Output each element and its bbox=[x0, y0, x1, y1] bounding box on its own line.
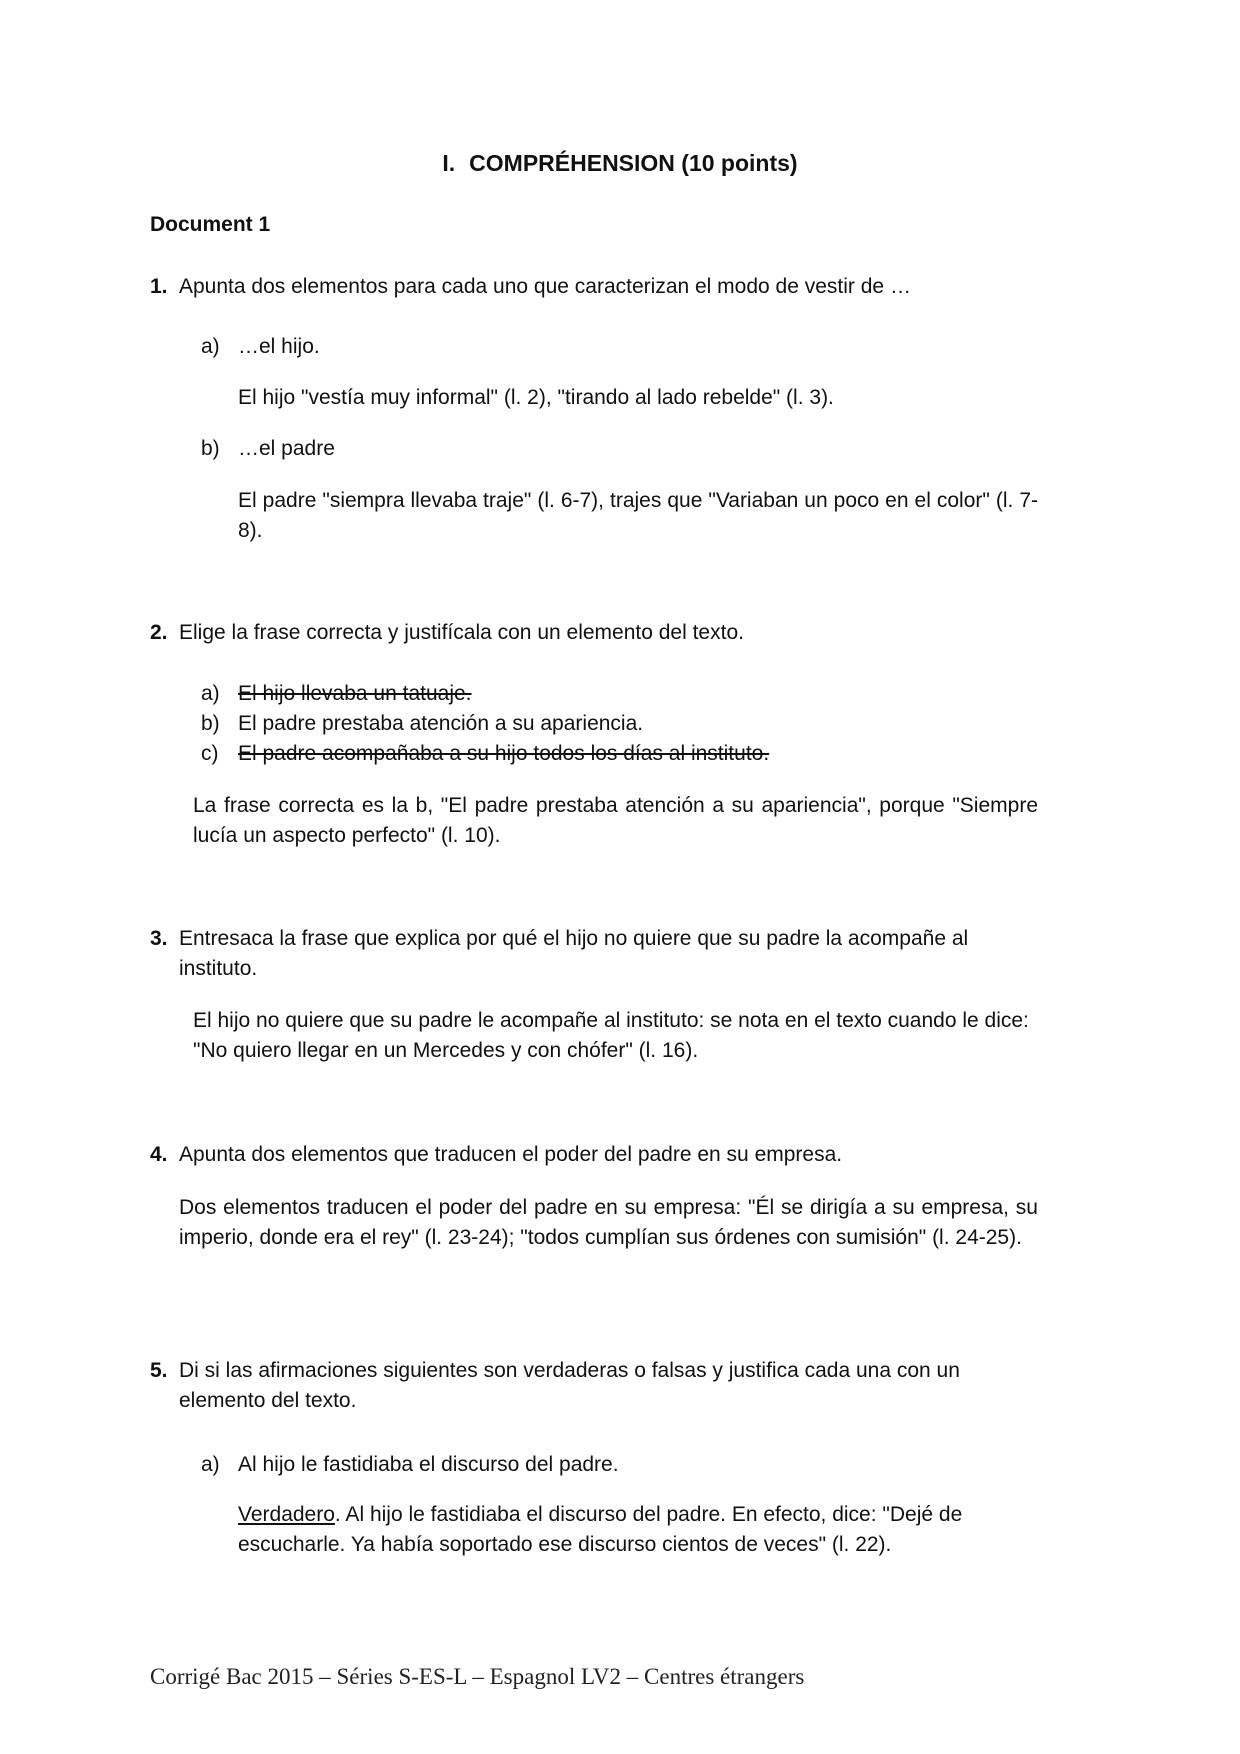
question-1-item-a bbox=[201, 332, 1041, 362]
question-number: 5. bbox=[150, 1359, 168, 1382]
page-footer: Corrigé Bac 2015 – Séries S-ES-L – Espagnol LV2 – Centres étrangers bbox=[150, 1664, 805, 1689]
question-number: 2. bbox=[150, 621, 168, 644]
question-text: Apunta dos elementos para cada uno que caracterizan el modo de vestir de … bbox=[179, 275, 911, 298]
option-c-struck bbox=[201, 739, 1041, 769]
question-text: Elige la frase correcta y justifícala con un elemento del texto. bbox=[179, 621, 744, 644]
option-label: b) bbox=[201, 712, 220, 735]
question-number: 3. bbox=[150, 927, 168, 950]
section-number: I. bbox=[442, 150, 456, 176]
question-1-item-b bbox=[201, 434, 1041, 464]
question-3 bbox=[150, 924, 1030, 984]
answer-4: Dos elementos traducen el poder del padre en su empresa: "Él se dirigía a su empresa, su imperio, donde era el rey" (l. 23-24); "todos cumplían sus órdenes con sumisión" (l. 24-25). bbox=[179, 1196, 1038, 1249]
option-label: a) bbox=[201, 682, 220, 705]
verdict: Verdadero bbox=[238, 1503, 335, 1526]
answer-1a: El hijo "vestía muy informal" (l. 2), "tirando al lado rebelde" (l. 3). bbox=[238, 386, 834, 409]
document-label: Document 1 bbox=[150, 213, 271, 236]
section-title-text: COMPRÉHENSION (10 points) bbox=[469, 150, 798, 176]
question-4 bbox=[150, 1140, 1050, 1170]
answer-text: . Al hijo le fastidiaba el discurso del padre. En efecto, dice: "Dejé de escucharle. Ya había soportado ese discurso cientos de veces" (l. 22). bbox=[238, 1503, 963, 1556]
option-b-correct bbox=[201, 709, 1041, 739]
item-label: a) bbox=[201, 335, 220, 358]
question-1 bbox=[150, 272, 1050, 302]
section-title bbox=[0, 148, 1240, 178]
answer-2: La frase correcta es la b, "El padre prestaba atención a su apariencia", porque "Siempre lucía un aspecto perfecto" (l. 10). bbox=[193, 794, 1038, 847]
question-2 bbox=[150, 618, 1050, 648]
question-5 bbox=[150, 1356, 1050, 1416]
question-text: Di si las afirmaciones siguientes son verdaderas o falsas y justifica cada una con un elemento del texto. bbox=[179, 1359, 960, 1412]
option-label: c) bbox=[201, 742, 219, 765]
answer-5a bbox=[238, 1500, 1038, 1560]
option-text: El padre prestaba atención a su apariencia. bbox=[238, 712, 644, 735]
question-number: 1. bbox=[150, 275, 168, 298]
answer-3: El hijo no quiere que su padre le acompañe al instituto: se nota en el texto cuando le dice: "No quiero llegar en un Mercedes y con chófer" (l. 16). bbox=[193, 1009, 1029, 1062]
answer-1b: El padre "siempra llevaba traje" (l. 6-7), trajes que "Variaban un poco en el color" (l. 7-8). bbox=[238, 489, 1038, 542]
question-5-item-a bbox=[201, 1450, 1041, 1480]
question-text: Entresaca la frase que explica por qué el hijo no quiere que su padre la acompañe al instituto. bbox=[179, 927, 969, 980]
option-text: El padre acompañaba a su hijo todos los días al instituto. bbox=[238, 742, 770, 765]
question-text: Apunta dos elementos que traducen el poder del padre en su empresa. bbox=[179, 1143, 843, 1166]
option-text: El hijo llevaba un tatuaje. bbox=[238, 682, 472, 705]
item-text: …el padre bbox=[238, 437, 335, 460]
option-a-struck bbox=[201, 679, 1041, 709]
item-text: …el hijo. bbox=[238, 335, 320, 358]
item-label: a) bbox=[201, 1453, 220, 1476]
item-text: Al hijo le fastidiaba el discurso del padre. bbox=[238, 1453, 619, 1476]
item-label: b) bbox=[201, 437, 220, 460]
question-number: 4. bbox=[150, 1143, 168, 1166]
